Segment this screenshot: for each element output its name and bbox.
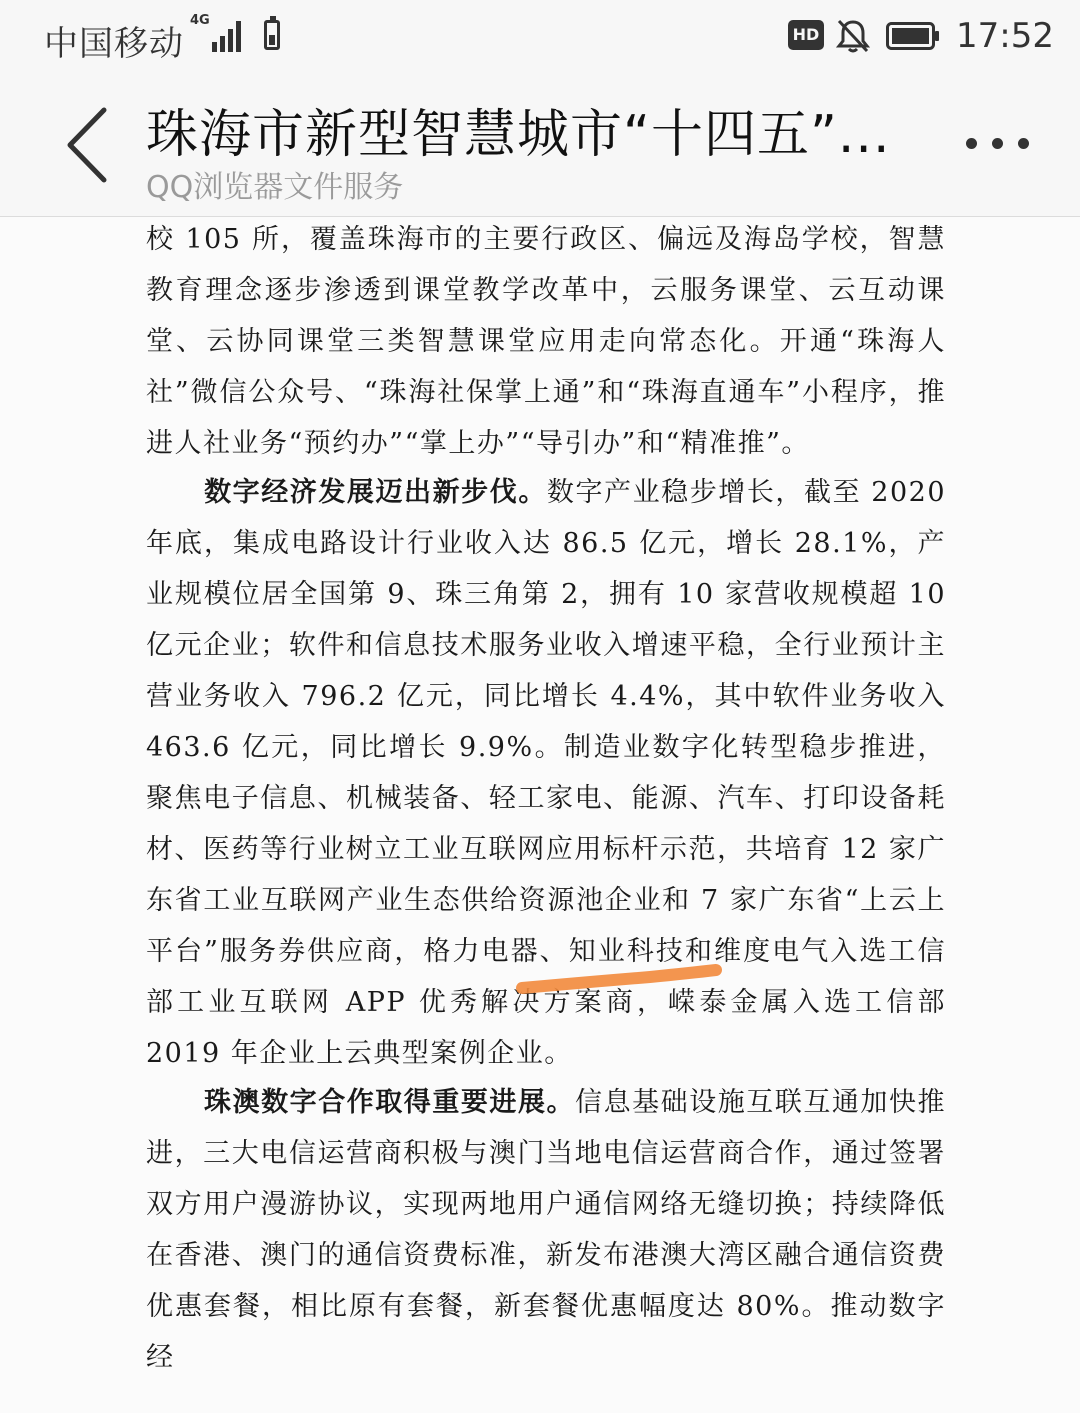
hd-icon: HD	[788, 20, 824, 50]
document-source: QQ浏览器文件服务	[146, 170, 404, 205]
more-options-button[interactable]	[958, 118, 1038, 168]
battery-icon	[264, 20, 280, 50]
paragraph-zhuhai-macau	[146, 1077, 946, 1383]
paragraph-text: 数字产业稳步增长，截至 2020 年底，集成电路设计行业收入达 86.5 亿元，增长 28.1%，产业规模位居全国第 9、珠三角第 2，拥有 10 家营收规模超 10 亿元企业；软件和信息技术服务业收入增速平稳，全行业预计主营业务收入 796.2 亿元，同比增长 4.4%，其中软件业务收入 463.6 亿元，同比增长 9.9%。制造业数字化转型稳步推进，聚焦电子信息、机械装备、轻工家电、能源、汽车、打印设备耗材、医药等行业树立工业互联网应用标杆示范，共培育 12 家广东省工业互联网产业生态供给资源池企业和 7 家广东省“上云上平台”服务券供应商，格力电器、知业科技和维度电气入选工信部工业互联网 APP 优秀解决方案商，嵘泰金属入选工信部 2019 年企业上云典型案例企业。	[146, 477, 947, 1069]
bell-muted-icon	[836, 18, 870, 54]
battery-level-icon	[886, 22, 940, 50]
clock: 17:52	[956, 16, 1054, 56]
signal-bars-icon	[212, 20, 246, 52]
chevron-left-icon	[52, 100, 122, 190]
paragraph-heading: 数字经济发展迈出新步伐。	[204, 477, 547, 508]
network-type-label: 4G	[190, 13, 210, 28]
paragraph-heading: 珠澳数字合作取得重要进展。	[204, 1087, 576, 1118]
carrier-label: 中国移动	[44, 24, 184, 64]
paragraph-digital-economy	[146, 467, 946, 1079]
more-dots-icon	[966, 138, 977, 149]
paragraph-text: 校 105 所，覆盖珠海市的主要行政区、偏远及海岛学校，智慧教育理念逐步渗透到课堂教学改革中，云服务课堂、云互动课堂、云协同课堂三类智慧课堂应用走向常态化。开通“珠海人社”微信公众号、“珠海社保掌上通”和“珠海直通车”小程序，推进人社业务“预约办”“掌上办”“导引办”和“精准推”。	[146, 224, 946, 459]
document-page[interactable]	[0, 217, 1080, 1413]
file-viewer-header	[0, 78, 1080, 217]
paragraph-education	[146, 217, 946, 469]
status-bar	[0, 0, 1080, 78]
document-title: 珠海市新型智慧城市“十四五”...	[146, 105, 891, 165]
signal-icon	[190, 14, 250, 54]
back-button[interactable]	[52, 100, 122, 190]
paragraph-text: 信息基础设施互联互通加快推进，三大电信运营商积极与澳门当地电信运营商合作，通过签署双方用户漫游协议，实现两地用户通信网络无缝切换；持续降低在香港、澳门的通信资费标准，新发布港澳大湾区融合通信资费优惠套餐，相比原有套餐，新套餐优惠幅度达 80%。推动数字经	[146, 1087, 947, 1373]
